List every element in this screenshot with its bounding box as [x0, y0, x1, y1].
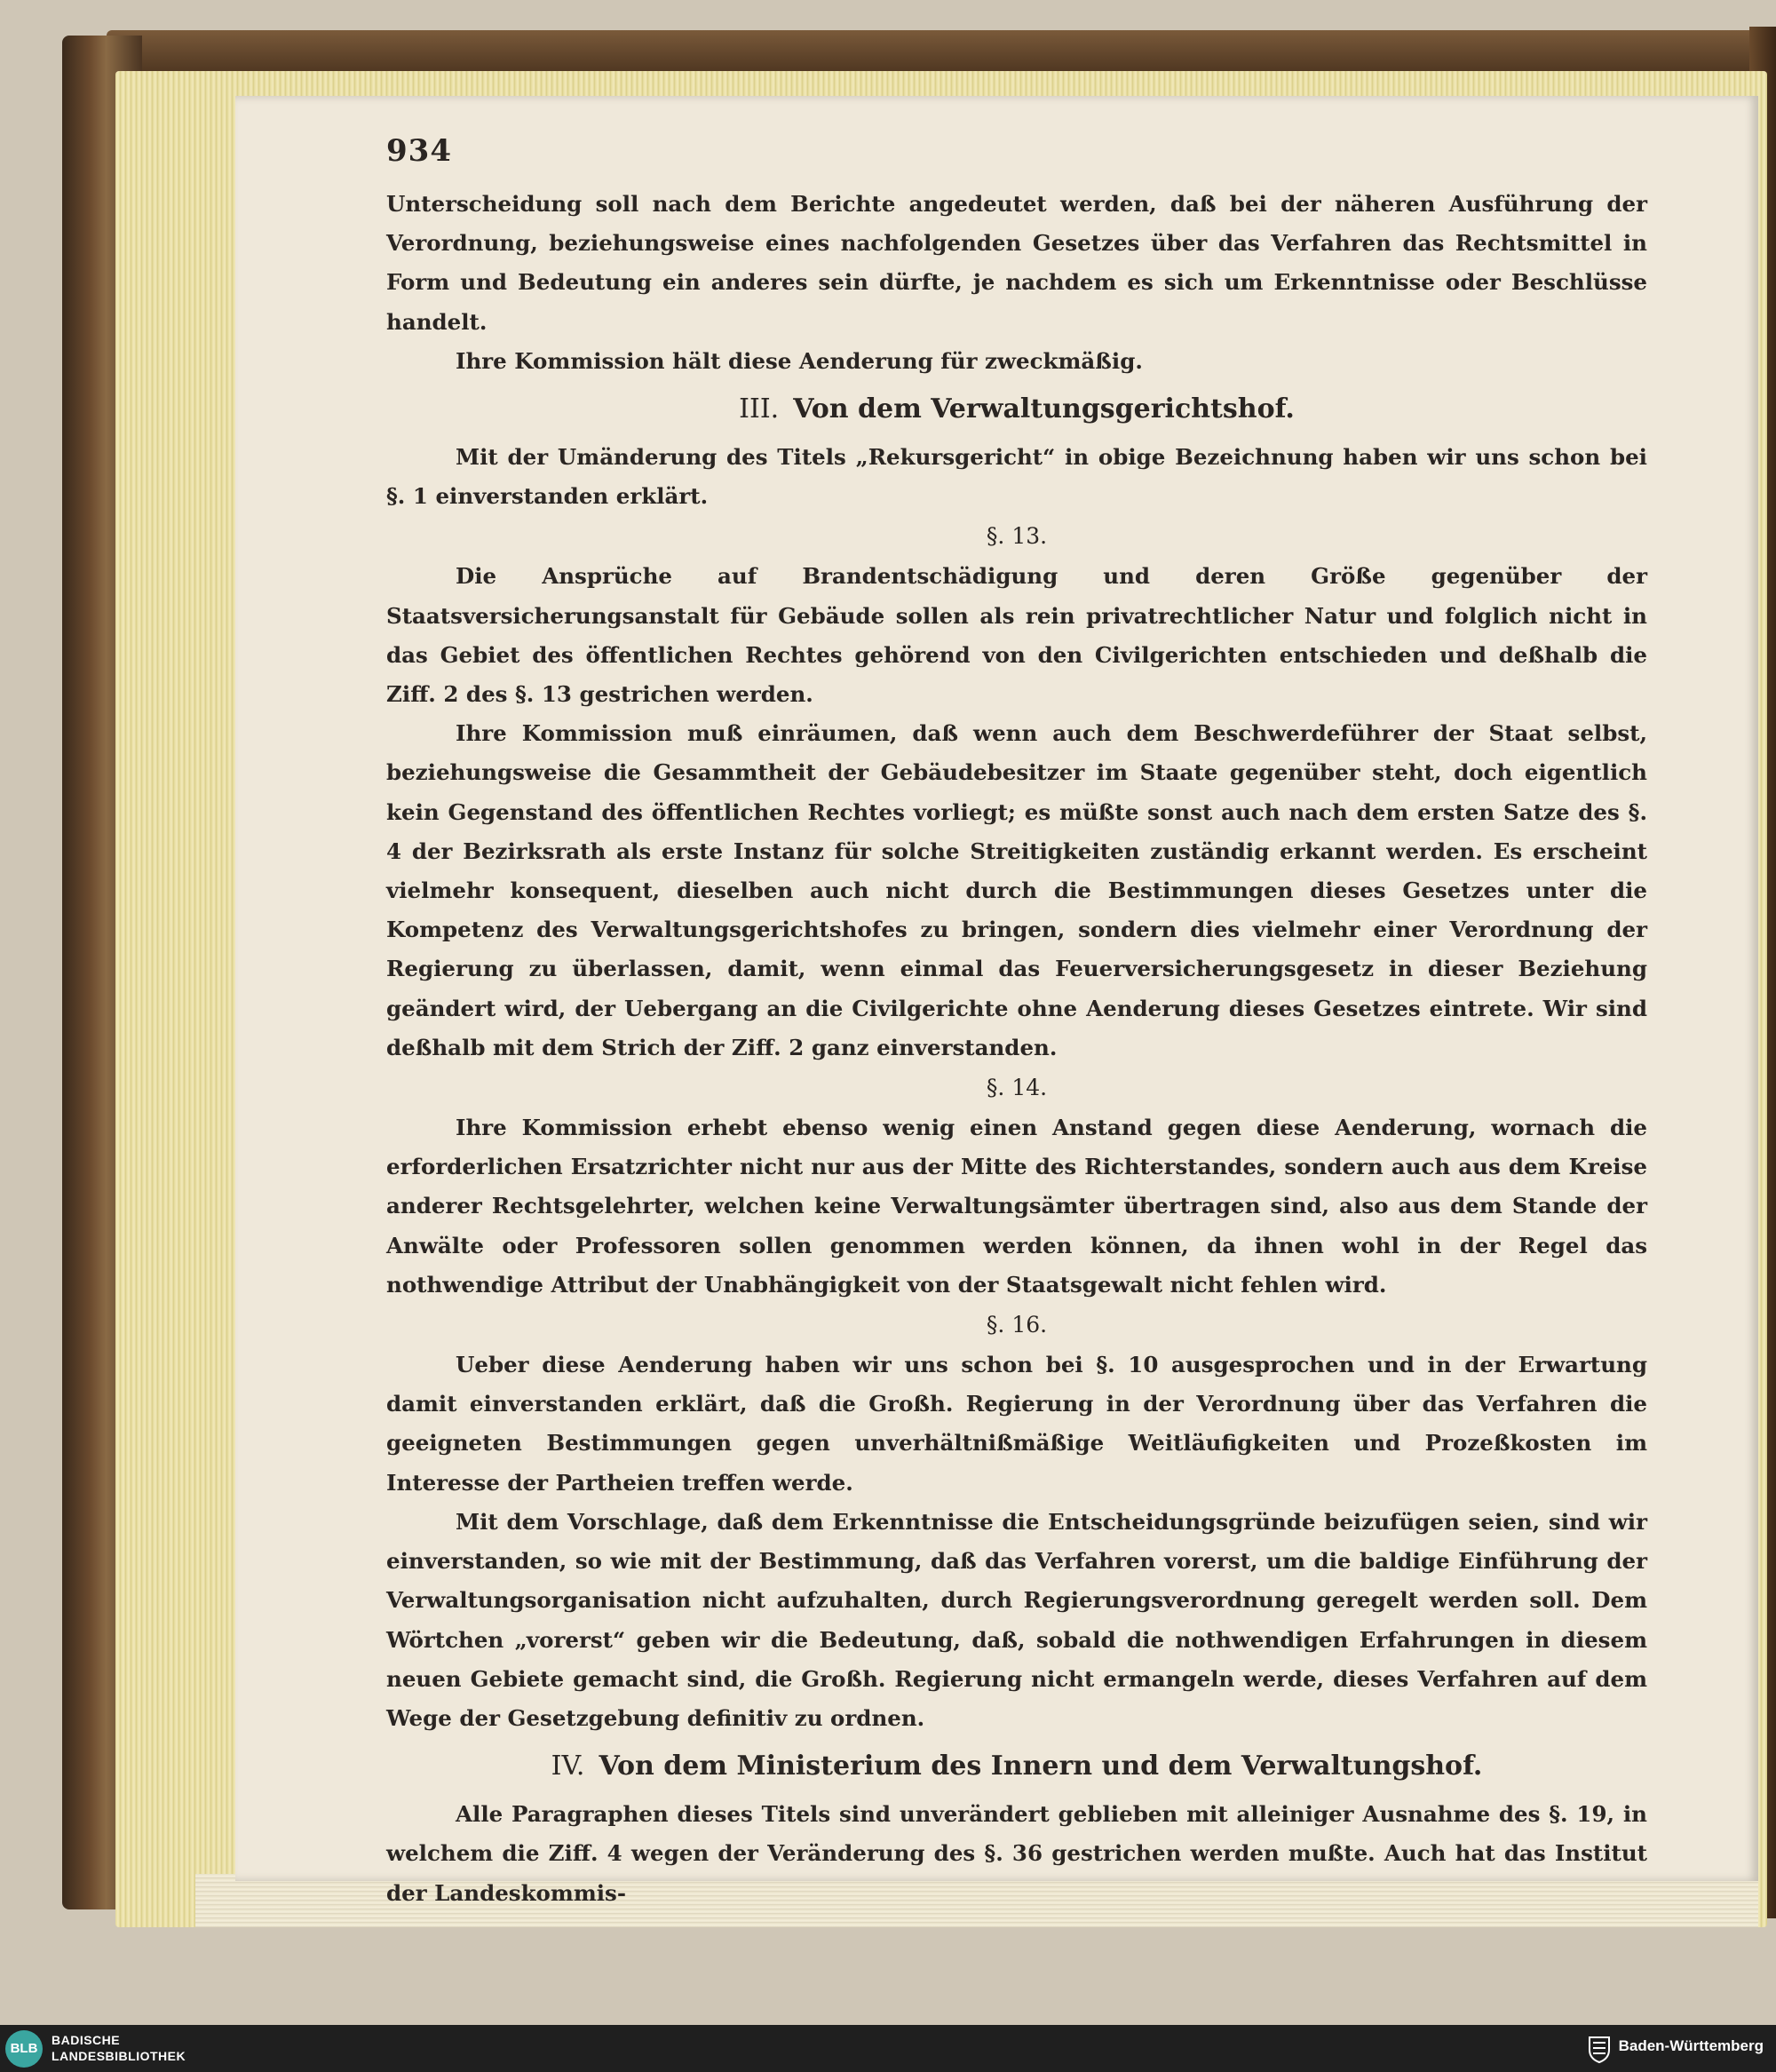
chapter-heading: [386, 1740, 1647, 1793]
paragraph: Ihre Kommission hält diese Aenderung für zweckmäßig.: [456, 347, 1143, 374]
chapter-title: Von dem Ministerium des Innern und dem Verwaltungshof.: [599, 1750, 1483, 1782]
paragraph: Ihre Kommission erhebt ebenso wenig einen Anstand gegen diese Aenderung, wornach die erforderlichen Ersatzrichter nicht nur aus der Mitte des Richterstandes, sondern auch aus dem Kreise anderer Rechtsgelehrter, welchen keine Verwaltungsämter übertragen sind, also aus dem Stande der Anwälte oder Professoren sollen genommen werden können, da ihnen wohl in der Regel das nothwendige Attribut der Unabhängigkeit von der Staatsgewalt nicht fehlen wird.: [386, 1115, 1647, 1298]
library-name-line2: LANDESBIBLIOTHEK: [52, 2049, 186, 2063]
chapter-number: IV.: [551, 1750, 585, 1782]
section-heading: §. 13.: [986, 523, 1048, 550]
paragraph: Die Ansprüche auf Brandentschädigung und deren Größe gegenüber der Staatsversicherungsanstalt für Gebäude sollen als rein privatrechtlicher Natur und folglich nicht in das Gebiet des öffentlichen Rechtes gehörend von den Civilgerichten entschieden und deßhalb die Ziff. 2 des §. 13 gestrichen werden.: [386, 563, 1647, 708]
paragraph: Unterscheidung soll nach dem Berichte angedeutet werden, daß bei der näheren Ausführung der Verordnung, beziehungsweise eines nachfolgenden Gesetzes über das Verfahren das Rechtsmittel in Form und Bedeutung ein anderes sein dürfte, je nachdem es sich um Erkenntnisse oder Beschlüsse handelt.: [386, 191, 1647, 335]
page-content: [386, 133, 1647, 1913]
chapter-heading: [386, 383, 1647, 436]
paragraph: Ueber diese Aenderung haben wir uns schon bei §. 10 ausgesprochen und in der Erwartung damit einverstanden erklärt, daß die Großh. Regierung in der Verordnung über das Verfahren die geeigneten Bestimmungen gegen unverhältnißmäßige Weitläufigkeiten und Prozeßkosten im Interesse der Partheien treffen werde.: [386, 1352, 1647, 1496]
library-name[interactable]: [52, 2032, 186, 2064]
footer-bar: [0, 2025, 1776, 2072]
state-logo-text[interactable]: Baden-Württemberg: [1618, 2037, 1764, 2054]
paragraph: Mit der Umänderung des Titels „Rekursgericht“ in obige Bezeichnung haben wir uns schon bei §. 1 einverstanden erklärt.: [386, 444, 1647, 510]
section-heading: §. 14.: [986, 1075, 1048, 1101]
paragraph: Mit dem Vorschlage, daß dem Erkenntnisse die Entscheidungsgründe beizufügen seien, sind wir einverstanden, so wie mit der Bestimmung, daß das Verfahren vorerst, um die baldige Einführung der Verwaltungsorganisation nicht aufzuhalten, durch Regierungsverordnung geregelt werden soll. Dem Wörtchen „vorerst“ geben wir die Bedeutung, daß, sobald die nothwendigen Erfahrungen in diesem neuen Gebiete gemacht sind, die Großh. Regierung nicht ermangeln werde, dieses Verfahren auf dem Wege der Gesetzgebung definitiv zu ordnen.: [386, 1508, 1647, 1731]
paragraph: Alle Paragraphen dieses Titels sind unverändert geblieben mit alleiniger Ausnahme des §. 19, in welchem die Ziff. 4 wegen der Veränderung des §. 36 gestrichen werden mußte. Auch hat das Institut der Landeskommis-: [386, 1801, 1647, 1906]
chapter-number: III.: [739, 393, 780, 425]
paragraph: Ihre Kommission muß einräumen, daß wenn auch dem Beschwerdeführer der Staat selbst, beziehungsweise die Gesammtheit der Gebäudebesitzer im Staate gegenüber steht, doch eigentlich kein Gegenstand des öffentlichen Rechtes vorliegt; es müßte sonst auch nach dem ersten Satze des §. 4 der Bezirksrath als erste Instanz für solche Streitigkeiten zuständig erkannt werden. Es erscheint vielmehr konsequent, dieselben auch nicht durch die Bestimmungen dieses Gesetzes unter die Kompetenz des Verwaltungsgerichtshofes zu bringen, sondern dies vielmehr einer Verordnung der Regierung zu überlassen, damit, wenn einmal das Feuerversicherungsgesetz in dieser Beziehung geändert wird, der Uebergang an die Civilgerichte ohne Aenderung dieses Gesetzes eintrete. Wir sind deßhalb mit dem Strich der Ziff. 2 ganz einverstanden.: [386, 720, 1647, 1060]
section-heading: §. 16.: [986, 1312, 1048, 1338]
chapter-title: Von dem Verwaltungsgerichtshof.: [793, 393, 1295, 425]
library-name-line1: BADISCHE: [52, 2033, 121, 2047]
book-cover-top: [107, 30, 1776, 75]
page-number: 934: [386, 133, 452, 169]
blb-logo[interactable]: BLB: [5, 2030, 43, 2068]
coat-of-arms-icon: [1586, 2032, 1613, 2064]
